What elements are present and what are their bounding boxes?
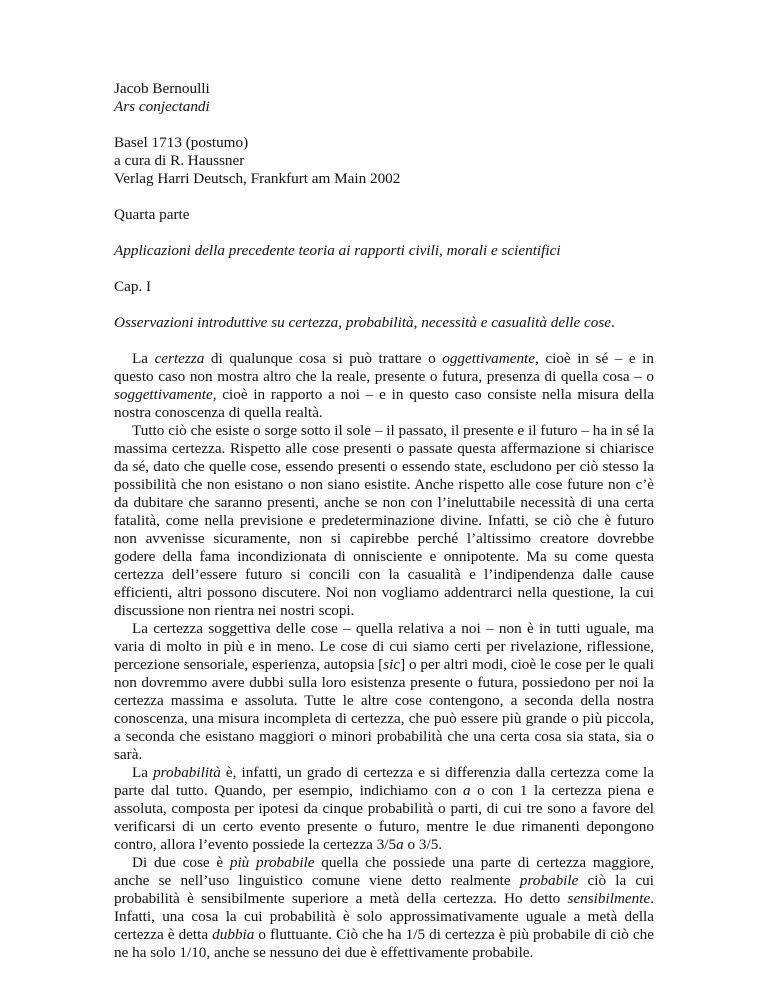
chapter-label: Cap. I (114, 278, 152, 295)
chapter-title (114, 314, 654, 332)
part-label: Quarta parte (114, 206, 190, 223)
p1-text-a: La (132, 350, 155, 367)
p4-text-a: La (132, 764, 154, 781)
p4-text-e: o con 1 la certezza piena e assoluta, composta per ipotesi da cinque probabilità o parti, di cui tre sono a favore del verificarsi di un certo evento presente o futuro, mentre le due rimanenti depongono contro, allora l’evento possiede la certezza 3/5 (114, 782, 654, 853)
p1-text-g: , cioè in rapporto a noi – e in questo caso consiste nella misura della nostra conoscenza di quella realtà. (114, 386, 654, 421)
p1-text-c: di qualunque cosa si può trattare o (204, 350, 443, 367)
chapter-title-text: Osservazioni introduttive su certezza, probabilità, necessità e casualità delle cose (114, 314, 612, 331)
edition-block (114, 134, 654, 188)
part-heading (114, 206, 654, 224)
p5-text-a: Di due cose è (132, 854, 230, 871)
p1-text-e: , cioè in sé – e in questo caso non mostra altro che la reale, presente o futura, presenza di quella cosa – o (114, 350, 654, 385)
p4-text-c: è, infatti, un grado di certezza e si differenzia dalla certezza come la parte dal tutto. Quando, per esempio, indichiamo con (114, 764, 654, 799)
p5-text-e: ciò la cui probabilità è sensibilmente superiore a metà della certezza. Ho detto (114, 872, 654, 907)
p5-text-g: . Infatti, una cosa la cui probabilità è solo approssimativamente uguale a metà della certezza è detta (114, 890, 654, 943)
edition-line-1: Basel 1713 (postumo) (114, 134, 249, 151)
p4-var-a-2: a (396, 836, 404, 853)
edition-line-3: Verlag Harri Deutsch, Frankfurt am Main 2002 (114, 170, 401, 187)
header-block (114, 80, 654, 116)
p5-term-dubbia: dubbia (212, 926, 255, 943)
p3-text-a: La certezza soggettiva delle cose – quella relativa a noi – non è in tutti uguale, ma varia di molto in più e in meno. Le cose di cui siamo certi per rivelazione, riflessione, percezione sensoriale, esperienza, autopsia [ (114, 620, 654, 673)
p1-term-certezza: certezza (154, 350, 205, 367)
p4-var-a: a (463, 782, 471, 799)
work-title: Ars conjectandi (114, 98, 210, 115)
paragraph-1 (114, 350, 654, 422)
paragraph-5 (114, 854, 654, 962)
chapter-title-period: . (611, 314, 615, 331)
p5-term-piu-probabile: più probabile (229, 854, 315, 871)
p5-term-sensibilmente: sensibilmente (567, 890, 651, 907)
p4-text-g: o 3/5. (403, 836, 443, 853)
p5-term-probabile: probabile (519, 872, 579, 889)
body-paragraphs (114, 350, 654, 962)
p3-term-sic: sic (383, 656, 401, 673)
chapter-title-block (114, 314, 654, 332)
part-title-block (114, 242, 654, 260)
chapter-heading (114, 278, 654, 296)
document-body (114, 80, 654, 962)
p5-text-c: quella che possiede una parte di certezza maggiore, anche se nell’uso linguistico comune viene detto realmente (114, 854, 654, 889)
part-title: Applicazioni della precedente teoria ai rapporti civili, morali e scientifici (114, 242, 561, 259)
p4-term-probabilita: probabilità (153, 764, 221, 781)
paragraph-3 (114, 620, 654, 764)
edition-line-2: a cura di R. Haussner (114, 152, 245, 169)
author-name: Jacob Bernoulli (114, 80, 210, 97)
paragraph-4 (114, 764, 654, 854)
p5-text-i: o fluttuante. Ciò che ha 1/5 di certezza è più probabile di ciò che ne ha solo 1/10, anche se nessuno dei due è effettivamente probabile. (114, 926, 654, 961)
p1-term-oggettivamente: oggettivamente (442, 350, 536, 367)
p3-text-c: ] o per altri modi, cioè le cose per le quali non dovremmo avere dubbi sulla loro esistenza presente o futura, possiedono per noi la certezza massima e assoluta. Tutte le altre cose contengono, a seconda della nostra conoscenza, una misura incompleta di certezza, che può essere più grande o più piccola, a seconda che esistano maggiori o minori probabilità che una certa cosa sia stata, sia o sarà. (114, 656, 655, 763)
p1-term-soggettivamente: soggettivamente (114, 386, 213, 403)
paragraph-2: Tutto ciò che esiste o sorge sotto il sole – il passato, il presente e il futuro – ha in sé la massima certezza. Rispetto alle cose presenti o passate questa affermazione si chiarisce da sé, dato che quelle cose, essendo presenti o essendo state, escludono per ciò stesso la possibilità che non esistano o non siano esistite. Anche rispetto alle cose future non c’è da dubitare che saranno presenti, anche se non con l’ineluttabile necessità di una certa fatalità, come nella previsione e predeterminazione divine. Infatti, se ciò che è futuro non avvenisse sicuramente, non si capirebbe perché l’altissimo creatore dovrebbe godere della fama incondizionata di onnisciente e onnipotente. Ma su come questa certezza dell’essere futuro si concili con la casualità e l’indipendenza dalle cause efficienti, altri possono discutere. Noi non vogliamo addentrarci nella questione, la cui discussione non rientra nei nostri scopi. (114, 422, 654, 619)
